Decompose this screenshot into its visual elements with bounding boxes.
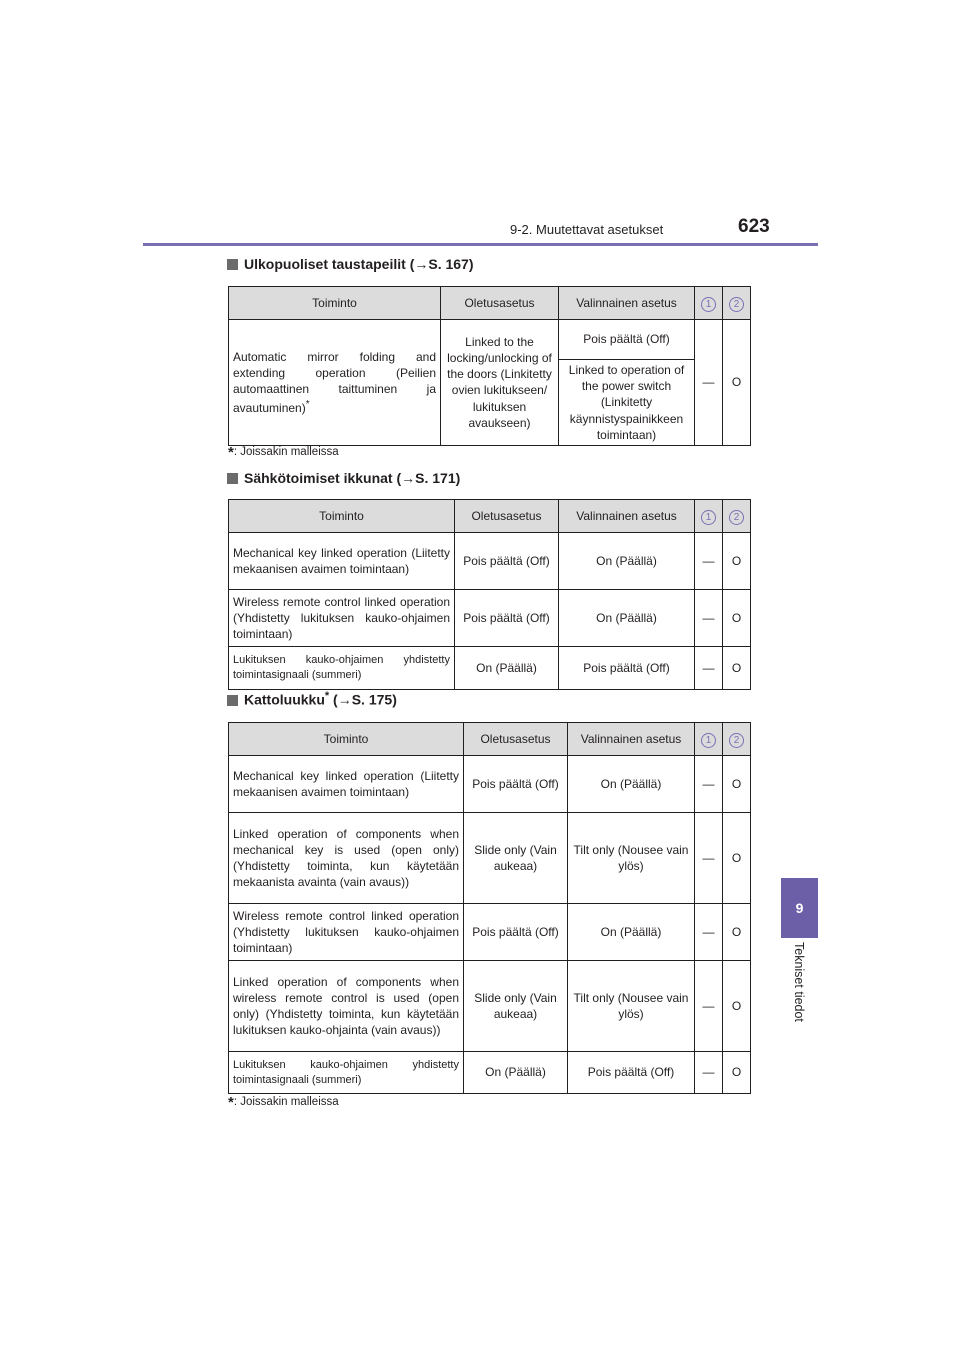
default-cell: Linked to the locking/unlocking of the doors (Linkitetty ovien lukitukseen/ lukituksen avaukseen) — [441, 320, 559, 446]
moonroof-footnote: *: Joissakin malleissa — [228, 1094, 339, 1111]
moonroof-heading-text: Kattoluukku — [244, 691, 325, 708]
col-header-method-2 — [723, 500, 751, 533]
section-title: 9-2. Muutettavat asetukset — [510, 222, 664, 237]
mirrors-footnote: *: Joissakin malleissa — [228, 444, 339, 461]
windows-heading — [227, 470, 460, 486]
custom-cell: Tilt only (Nousee vain ylös) — [568, 813, 695, 904]
circled-2-icon: 2 — [729, 510, 744, 525]
table-header-row — [229, 287, 751, 320]
circled-1-icon: 1 — [701, 297, 716, 312]
table-header-row — [229, 500, 751, 533]
windows-heading-text: Sähkötoimiset ikkunat (→S. 171) — [244, 470, 461, 486]
default-cell: Pois päältä (Off) — [455, 590, 559, 647]
custom-cell: Pois päältä (Off) — [559, 320, 695, 360]
table-row — [229, 1052, 751, 1094]
mirrors-heading — [227, 256, 474, 272]
col-header-method-1 — [695, 500, 723, 533]
col-header-custom: Valinnainen asetus — [559, 500, 695, 533]
method-2-cell: O — [723, 1052, 751, 1094]
method-2-cell: O — [723, 756, 751, 813]
function-cell: Automatic mirror folding and extending operation (Peilien automaattinen taittuminen ja avautuminen)* — [229, 320, 441, 446]
method-2-cell: O — [723, 533, 751, 590]
method-1-cell: — — [695, 813, 723, 904]
page-number: 623 — [738, 216, 770, 237]
chapter-label: Tekniset tiedot — [792, 942, 806, 1022]
custom-cell: Linked to operation of the power switch (Linkitetty käynnistyspainikkeen toimintaan) — [559, 360, 695, 446]
custom-cell: On (Päällä) — [559, 533, 695, 590]
custom-cell: Pois päältä (Off) — [559, 647, 695, 690]
col-header-default: Oletusasetus — [441, 287, 559, 320]
function-cell: Wireless remote control linked operation (Yhdistetty lukituksen kauko-ohjaimen toimintaan) — [229, 590, 455, 647]
col-header-method-2 — [723, 723, 751, 756]
default-cell: On (Päällä) — [455, 647, 559, 690]
method-1-cell: — — [695, 590, 723, 647]
default-cell: On (Päällä) — [464, 1052, 568, 1094]
custom-cell: On (Päällä) — [568, 756, 695, 813]
table-row — [229, 961, 751, 1052]
method-1-cell: — — [695, 756, 723, 813]
col-header-default: Oletusasetus — [455, 500, 559, 533]
table-row — [229, 590, 751, 647]
default-cell: Pois päältä (Off) — [464, 756, 568, 813]
mirrors-table — [228, 286, 751, 446]
function-cell: Mechanical key linked operation (Liitetty mekaanisen avaimen toimintaan) — [229, 756, 464, 813]
col-header-default: Oletusasetus — [464, 723, 568, 756]
method-1-cell: — — [695, 1052, 723, 1094]
table-row — [229, 647, 751, 690]
function-cell: Lukituksen kauko-ohjaimen yhdistetty toimintasignaali (summeri) — [229, 647, 455, 690]
table-row — [229, 533, 751, 590]
table-header-row — [229, 723, 751, 756]
default-cell: Pois päältä (Off) — [455, 533, 559, 590]
circled-2-icon: 2 — [729, 297, 744, 312]
method-2-cell: O — [723, 961, 751, 1052]
method-1-cell: — — [695, 320, 723, 446]
function-cell: Wireless remote control linked operation (Yhdistetty lukituksen kauko-ohjaimen toimintaan) — [229, 904, 464, 961]
circled-1-icon: 1 — [701, 510, 716, 525]
bullet-square-icon — [227, 473, 238, 484]
default-cell: Pois päältä (Off) — [464, 904, 568, 961]
method-1-cell: — — [695, 904, 723, 961]
method-2-cell: O — [723, 320, 751, 446]
method-2-cell: O — [723, 904, 751, 961]
table-row — [229, 813, 751, 904]
bullet-square-icon — [227, 695, 238, 706]
table-row — [229, 904, 751, 961]
bullet-square-icon — [227, 259, 238, 270]
function-cell: Lukituksen kauko-ohjaimen yhdistetty toimintasignaali (summeri) — [229, 1052, 464, 1094]
custom-cell: On (Päällä) — [568, 904, 695, 961]
table-row — [229, 320, 751, 360]
method-1-cell: — — [695, 961, 723, 1052]
default-cell: Slide only (Vain aukeaa) — [464, 961, 568, 1052]
moonroof-table — [228, 722, 751, 1094]
circled-2-icon: 2 — [729, 733, 744, 748]
col-header-function: Toiminto — [229, 500, 455, 533]
col-header-function: Toiminto — [229, 287, 441, 320]
function-cell: Mechanical key linked operation (Liitetty mekaanisen avaimen toimintaan) — [229, 533, 455, 590]
moonroof-heading — [227, 690, 397, 708]
col-header-method-1 — [695, 287, 723, 320]
custom-cell: On (Päällä) — [559, 590, 695, 647]
method-2-cell: O — [723, 590, 751, 647]
custom-cell: Pois päältä (Off) — [568, 1052, 695, 1094]
col-header-function: Toiminto — [229, 723, 464, 756]
custom-cell: Tilt only (Nousee vain ylös) — [568, 961, 695, 1052]
mirrors-heading-text: Ulkopuoliset taustapeilit (→S. 167) — [244, 256, 474, 272]
function-cell: Linked operation of components when wireless remote control is used (open only) (Yhdistetty toiminta, kun käytetään lukituksen kauko-ohjainta (vain avaus)) — [229, 961, 464, 1052]
method-1-cell: — — [695, 647, 723, 690]
function-cell: Linked operation of components when mechanical key is used (open only) (Yhdistetty toiminta, kun käytetään mekaanista avainta (vain avaus)) — [229, 813, 464, 904]
header-rule — [143, 243, 818, 246]
method-2-cell: O — [723, 813, 751, 904]
chapter-tab — [781, 878, 818, 938]
method-1-cell: — — [695, 533, 723, 590]
col-header-custom: Valinnainen asetus — [559, 287, 695, 320]
windows-table — [228, 499, 751, 690]
moonroof-heading-asterisk: * — [324, 690, 330, 702]
circled-1-icon: 1 — [701, 733, 716, 748]
method-2-cell: O — [723, 647, 751, 690]
col-header-method-2 — [723, 287, 751, 320]
table-row — [229, 756, 751, 813]
col-header-method-1 — [695, 723, 723, 756]
moonroof-heading-ref: (→S. 175) — [329, 691, 397, 708]
chapter-number: 9 — [795, 900, 804, 916]
col-header-custom: Valinnainen asetus — [568, 723, 695, 756]
default-cell: Slide only (Vain aukeaa) — [464, 813, 568, 904]
